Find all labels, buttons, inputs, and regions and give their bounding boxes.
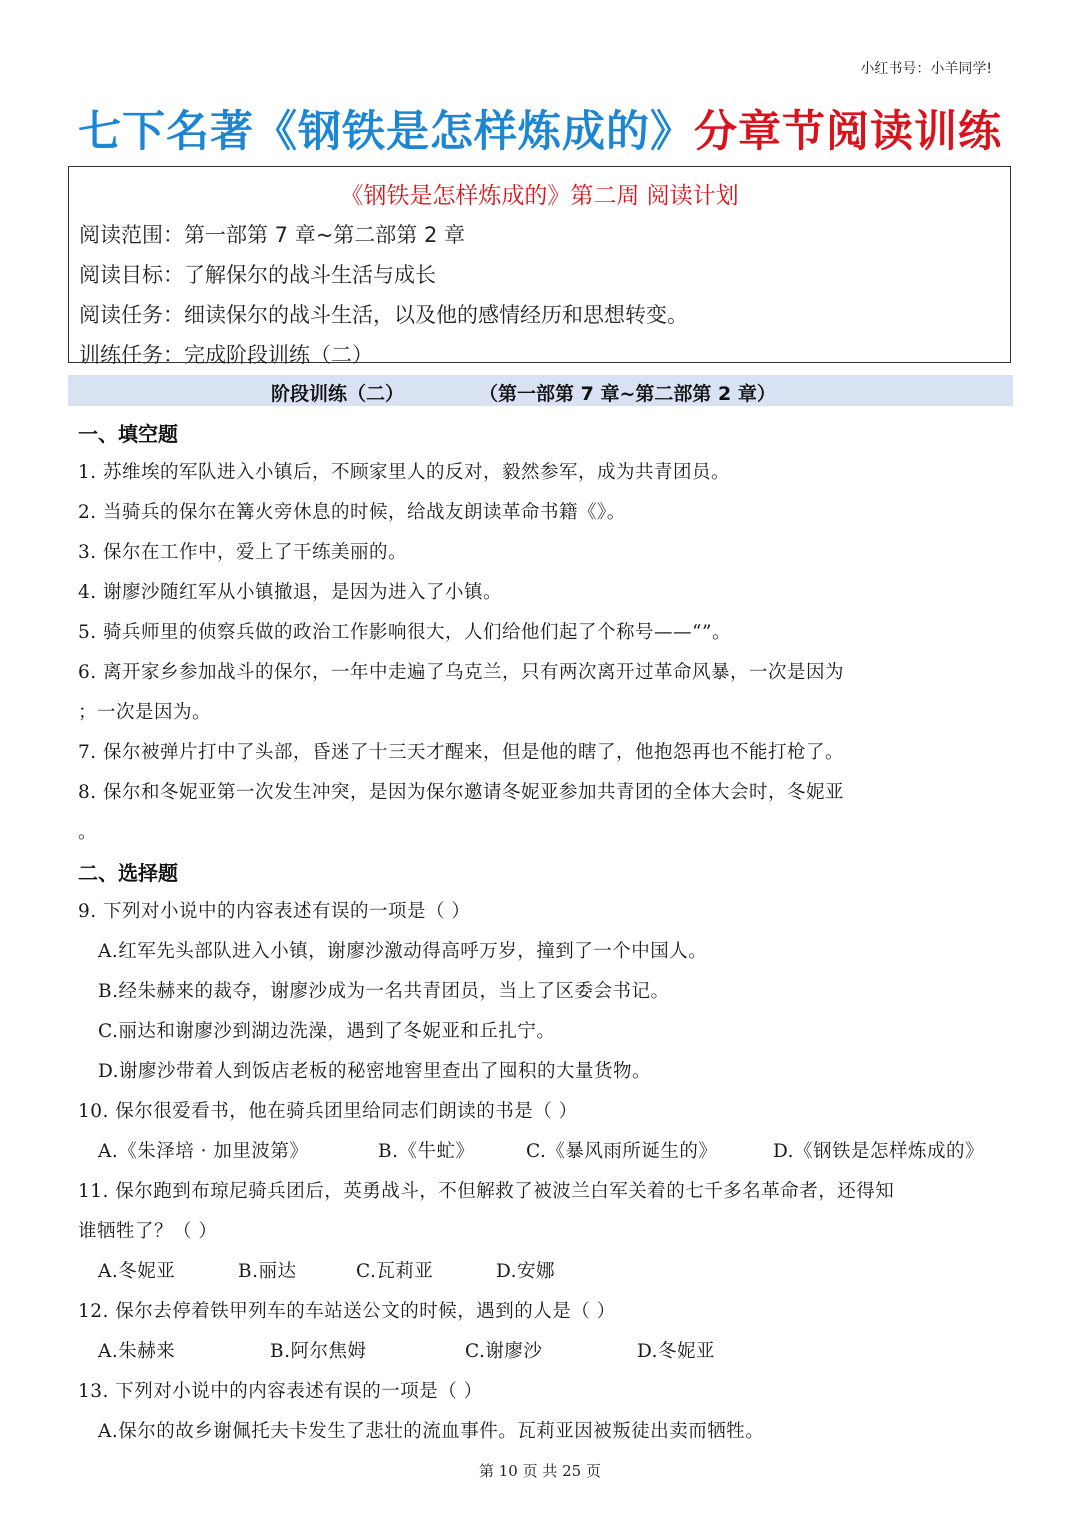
question-9: 9. 下列对小说中的内容表述有误的一项是（ ） bbox=[78, 901, 471, 922]
plan-label: 阅读范围： bbox=[79, 223, 184, 247]
q4-text-end: 进入了小镇。 bbox=[388, 582, 503, 603]
plan-label: 训练任务： bbox=[79, 343, 184, 367]
question-11: 11. 保尔跑到布琼尼骑兵团后，英勇战斗，不但解救了被波兰白军关着的七千多名革命者，还得知 bbox=[78, 1181, 895, 1202]
question-12: 12. 保尔去停着铁甲列车的车站送公文的时候，遇到的人是（ ） bbox=[78, 1301, 616, 1322]
plan-value: 细读保尔的战斗生活，以及他的感情经历和思想转变。 bbox=[184, 303, 688, 327]
question-11-cont: 谁牺牲了？（ ） bbox=[78, 1221, 218, 1242]
q2-text: 2. 当骑兵的保尔在篝火旁休息的时候，给战友朗读革命书籍《 bbox=[78, 502, 598, 523]
q9-option-a[interactable]: A.红军先头部队进入小镇，谢廖沙激动得高呼万岁，撞到了一个中国人。 bbox=[98, 941, 708, 962]
q11-options bbox=[98, 1257, 555, 1283]
q10-option-c[interactable]: C.《暴风雨所诞生的》 bbox=[526, 1141, 718, 1162]
q12-option-c[interactable]: C.谢廖沙 bbox=[465, 1341, 543, 1362]
q5-text: 5. 骑兵师里的侦察兵做的政治工作影响很大，人们给他们起了个称号——“ bbox=[78, 622, 702, 643]
plan-value: 了解保尔的战斗生活与成长 bbox=[184, 263, 436, 287]
q12-option-d[interactable]: D.冬妮亚 bbox=[637, 1341, 716, 1362]
question-5 bbox=[78, 618, 731, 644]
q10-options bbox=[98, 1137, 984, 1163]
plan-line bbox=[79, 219, 465, 249]
q6-text-end: 。 bbox=[192, 702, 212, 723]
q10-option-b[interactable]: B.《牛虻》 bbox=[378, 1141, 475, 1162]
q11-option-d[interactable]: D.安娜 bbox=[496, 1261, 556, 1282]
plan-value: 完成阶段训练（二） bbox=[184, 343, 373, 367]
q4-text: 4. 谢廖沙随红军从小镇撤退，是因为 bbox=[78, 582, 389, 603]
plan-label: 阅读目标： bbox=[79, 263, 184, 287]
q10-option-a[interactable]: A.《朱泽培 · 加里波第》 bbox=[98, 1141, 309, 1162]
question-3 bbox=[78, 538, 407, 564]
q9-option-b[interactable]: B.经朱赫来的裁夺，谢廖沙成为一名共青团员，当上了区委会书记。 bbox=[98, 981, 670, 1002]
stage-bar bbox=[68, 375, 1013, 406]
plan-title: 《钢铁是怎样炼成的》第二周 阅读计划 bbox=[340, 183, 739, 209]
q9-option-c[interactable]: C.丽达和谢廖沙到湖边洗澡，遇到了冬妮亚和丘扎宁。 bbox=[98, 1021, 556, 1042]
section-fill-heading: 一、填空题 bbox=[78, 422, 178, 446]
question-6-cont bbox=[78, 698, 211, 724]
watermark: 小红书号：小羊同学! bbox=[860, 61, 992, 77]
reading-plan-box bbox=[68, 166, 1011, 367]
question-6 bbox=[78, 658, 844, 684]
stage-range: （第一部第 7 章~第二部第 2 章） bbox=[479, 383, 776, 405]
q8-text: 8. 保尔和冬妮亚第一次发生冲突，是因为保尔邀请冬妮亚参加共青团的全体大会时，冬妮亚 bbox=[78, 782, 845, 803]
q2-text-end: 》。 bbox=[597, 502, 626, 523]
plan-line bbox=[79, 339, 373, 369]
q7-text-end: 瞎了，他抱怨再也不能打枪了。 bbox=[578, 742, 845, 763]
q1-text: 1. 苏维埃的军队进入小镇后， bbox=[78, 462, 332, 483]
plan-label: 阅读任务： bbox=[79, 303, 184, 327]
q10-option-d[interactable]: D.《钢铁是怎样炼成的》 bbox=[773, 1141, 985, 1162]
page-footer: 第 10 页 共 25 页 bbox=[478, 1462, 601, 1480]
q6-text-mid: ；一次是因为 bbox=[78, 702, 193, 723]
question-8 bbox=[78, 778, 844, 804]
q8-text-end: 。 bbox=[78, 822, 98, 843]
q11-option-c[interactable]: C.瓦莉亚 bbox=[356, 1261, 434, 1282]
q11-option-b[interactable]: B.丽达 bbox=[238, 1261, 297, 1282]
title-part2: 分章节阅读训练 bbox=[694, 107, 1002, 157]
question-13: 13. 下列对小说中的内容表述有误的一项是（ ） bbox=[78, 1381, 483, 1402]
page-title bbox=[0, 98, 1080, 159]
question-7 bbox=[78, 738, 844, 764]
q9-option-d[interactable]: D.谢廖沙带着人到饭店老板的秘密地窖里查出了囤积的大量货物。 bbox=[98, 1061, 652, 1082]
plan-line bbox=[79, 259, 436, 289]
question-2 bbox=[78, 498, 626, 524]
title-part1: 七下名著《钢铁是怎样炼成的》 bbox=[78, 107, 694, 157]
plan-line bbox=[79, 299, 688, 329]
q3-text: 3. 保尔在工作中，爱上了干练美丽的 bbox=[78, 542, 389, 563]
plan-value: 第一部第 7 章~第二部第 2 章 bbox=[184, 223, 466, 247]
stage-title: 阶段训练（二） bbox=[271, 383, 405, 405]
q3-text-end: 。 bbox=[388, 542, 408, 563]
section-choice-heading: 二、选择题 bbox=[78, 861, 178, 885]
question-8-cont bbox=[78, 818, 97, 844]
q6-text: 6. 离开家乡参加战斗的保尔，一年中走遍了乌克兰，只有两次离开过革命风暴，一次是因为 bbox=[78, 662, 845, 683]
q5-text-end: ”。 bbox=[702, 622, 731, 643]
question-4 bbox=[78, 578, 502, 604]
q11-option-a[interactable]: A.冬妮亚 bbox=[98, 1261, 176, 1282]
q13-option-a[interactable]: A.保尔的故乡谢佩托夫卡发生了悲壮的流血事件。瓦莉亚因被叛徒出卖而牺牲。 bbox=[98, 1421, 765, 1442]
question-10: 10. 保尔很爱看书，他在骑兵团里给同志们朗读的书是（ ） bbox=[78, 1101, 578, 1122]
q12-option-a[interactable]: A.朱赫来 bbox=[98, 1341, 176, 1362]
q7-text: 7. 保尔被弹片打中了头部，昏迷了十三天才醒来，但是他的 bbox=[78, 742, 579, 763]
q12-option-b[interactable]: B.阿尔焦姆 bbox=[270, 1341, 367, 1362]
q1-text-end: 不顾家里人的反对，毅然参军，成为共青团员。 bbox=[331, 462, 731, 483]
q12-options bbox=[98, 1337, 715, 1363]
question-1 bbox=[78, 458, 730, 484]
